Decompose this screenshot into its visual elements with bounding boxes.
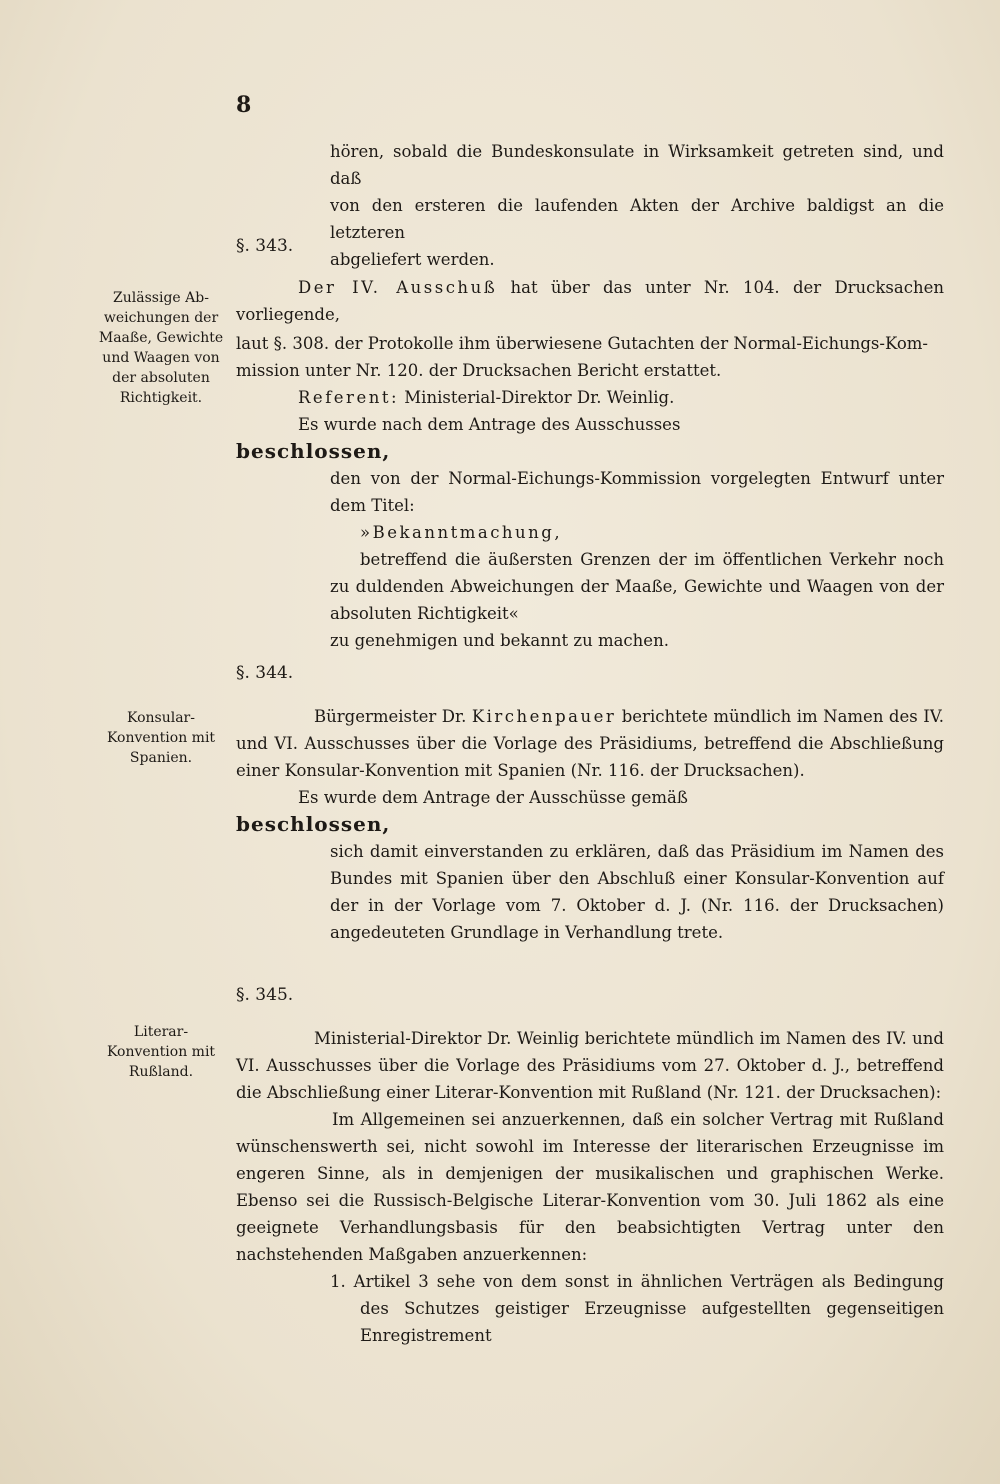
item-text: Artikel 3 sehe von dem sonst in ähnlichen Verträgen als Bedingung des Schutzes geistiger Erzeugnisse aufgestellten gegenseitigen Enregistrement bbox=[353, 1272, 944, 1345]
resolution-text: den von der Normal-Eichungs-Kommission vorgelegten Entwurf unter dem Titel: bbox=[330, 469, 944, 515]
bekanntmachung-title bbox=[236, 519, 944, 546]
paragraph-text: hat über das unter Nr. 104. der Drucksachen vorliegende, bbox=[236, 278, 944, 324]
referent-name: Ministerial-Direktor Dr. Weinlig. bbox=[399, 388, 675, 407]
item-number: 1. bbox=[330, 1272, 346, 1291]
paragraph: Im Allgemeinen sei anzuerkennen, daß ein solcher Vertrag mit Rußland wünschenswerth sei, nicht sowohl im Interesse der literarischen Erzeugnisse im engeren Sinne, als in demjenigen der musikalischen und graphischen Werke. Ebenso sei die Russisch-Belgische Literar-Konvention vom 30. Juli 1862 als eine geeignete Verhandlungsbasis für den beabsichtigten Vertrag unter den nachstehenden Maßgaben anzuerkennen: bbox=[236, 1110, 944, 1264]
section-343 bbox=[236, 233, 944, 654]
closing-line: zu genehmigen und bekannt zu machen. bbox=[330, 631, 669, 650]
bekanntmachung-text: betreffend die äußersten Grenzen der im öffentlichen Verkehr noch zu duldenden Abweichungen der Maaße, Gewichte und Waagen von der absoluten Richtigkeit« bbox=[330, 550, 944, 623]
list-item bbox=[266, 1268, 944, 1349]
resolution-text: sich damit einverstanden zu erklären, daß das Präsidium im Namen des Bundes mit Spanien über den Abschluß einer Konsular-Konvention auf der in der Vorlage vom 7. Oktober d. J. (Nr. 116. der Drucksachen) angedeuteten Grundlage in Verhandlung trete. bbox=[330, 842, 944, 942]
margin-line: Rußland. bbox=[128, 1064, 194, 1080]
margin-line: Maaße, Gewichte bbox=[98, 330, 224, 346]
paragraph-text: berichtete mündlich im Namen des IV. und VI. Ausschusses über die Vorlage des Präsidiums, betreffend die Abschließung einer Konsular-Konvention mit Spanien (Nr. 116. der Drucksachen). bbox=[236, 707, 944, 780]
paragraph: Ministerial-Direktor Dr. Weinlig berichtete mündlich im Namen des IV. und VI. Ausschusses über die Vorlage des Präsidiums vom 27. Oktober d. J., betreffend die Abschließung einer Literar-Konvention mit Rußland (Nr. 121. der Drucksachen): bbox=[236, 1029, 944, 1102]
referent-label: Referent: bbox=[298, 388, 400, 407]
margin-line: und Waagen von bbox=[102, 350, 220, 366]
paragraph bbox=[236, 703, 944, 784]
margin-line: Richtigkeit. bbox=[119, 390, 203, 406]
section-heading: §. 343. bbox=[236, 236, 294, 256]
margin-note-344 bbox=[86, 708, 236, 768]
page-number: 8 bbox=[236, 92, 252, 118]
section-heading: §. 344. bbox=[236, 663, 294, 683]
margin-line: der absoluten bbox=[112, 370, 210, 386]
section-heading: §. 345. bbox=[236, 985, 294, 1005]
margin-note-345 bbox=[86, 1022, 236, 1082]
resolution-word: beschlossen, bbox=[236, 812, 391, 836]
margin-line: Spanien. bbox=[129, 750, 193, 766]
title-word: »Bekanntmachung, bbox=[360, 523, 563, 542]
motion-line: Es wurde dem Antrage der Ausschüsse gemäß bbox=[298, 788, 688, 807]
committee-name: Der IV. Ausschuß bbox=[298, 278, 498, 297]
intro-line: abgeliefert werden. bbox=[330, 250, 495, 269]
margin-line: weichungen der bbox=[103, 310, 219, 326]
speaker-name: Kirchenpauer bbox=[471, 707, 617, 726]
section-345 bbox=[236, 982, 944, 1349]
paragraph-lead: Bürgermeister Dr. bbox=[314, 707, 472, 726]
intro-line: von den ersteren die laufenden Akten der Archive baldigst an die letzteren bbox=[330, 196, 944, 242]
paragraph-line: mission unter Nr. 120. der Drucksachen Bericht erstattet. bbox=[236, 361, 722, 380]
margin-line: Zulässige Ab- bbox=[113, 290, 209, 306]
margin-line: Konsular- bbox=[127, 710, 195, 726]
margin-line: Konvention mit bbox=[106, 730, 216, 746]
motion-line: Es wurde nach dem Antrage des Ausschusses bbox=[298, 415, 681, 434]
resolution-word: beschlossen, bbox=[236, 439, 391, 463]
intro-line: hören, sobald die Bundeskonsulate in Wirksamkeit getreten sind, und daß bbox=[330, 142, 944, 188]
margin-line: Konvention mit bbox=[106, 1044, 216, 1060]
margin-line: Literar- bbox=[133, 1024, 189, 1040]
section-344 bbox=[236, 660, 944, 946]
margin-note-343 bbox=[86, 288, 236, 408]
paragraph bbox=[236, 274, 944, 328]
paragraph-line: laut §. 308. der Protokolle ihm überwiesene Gutachten der Normal-Eichungs-Kom- bbox=[236, 334, 929, 353]
referent-line bbox=[236, 384, 944, 411]
